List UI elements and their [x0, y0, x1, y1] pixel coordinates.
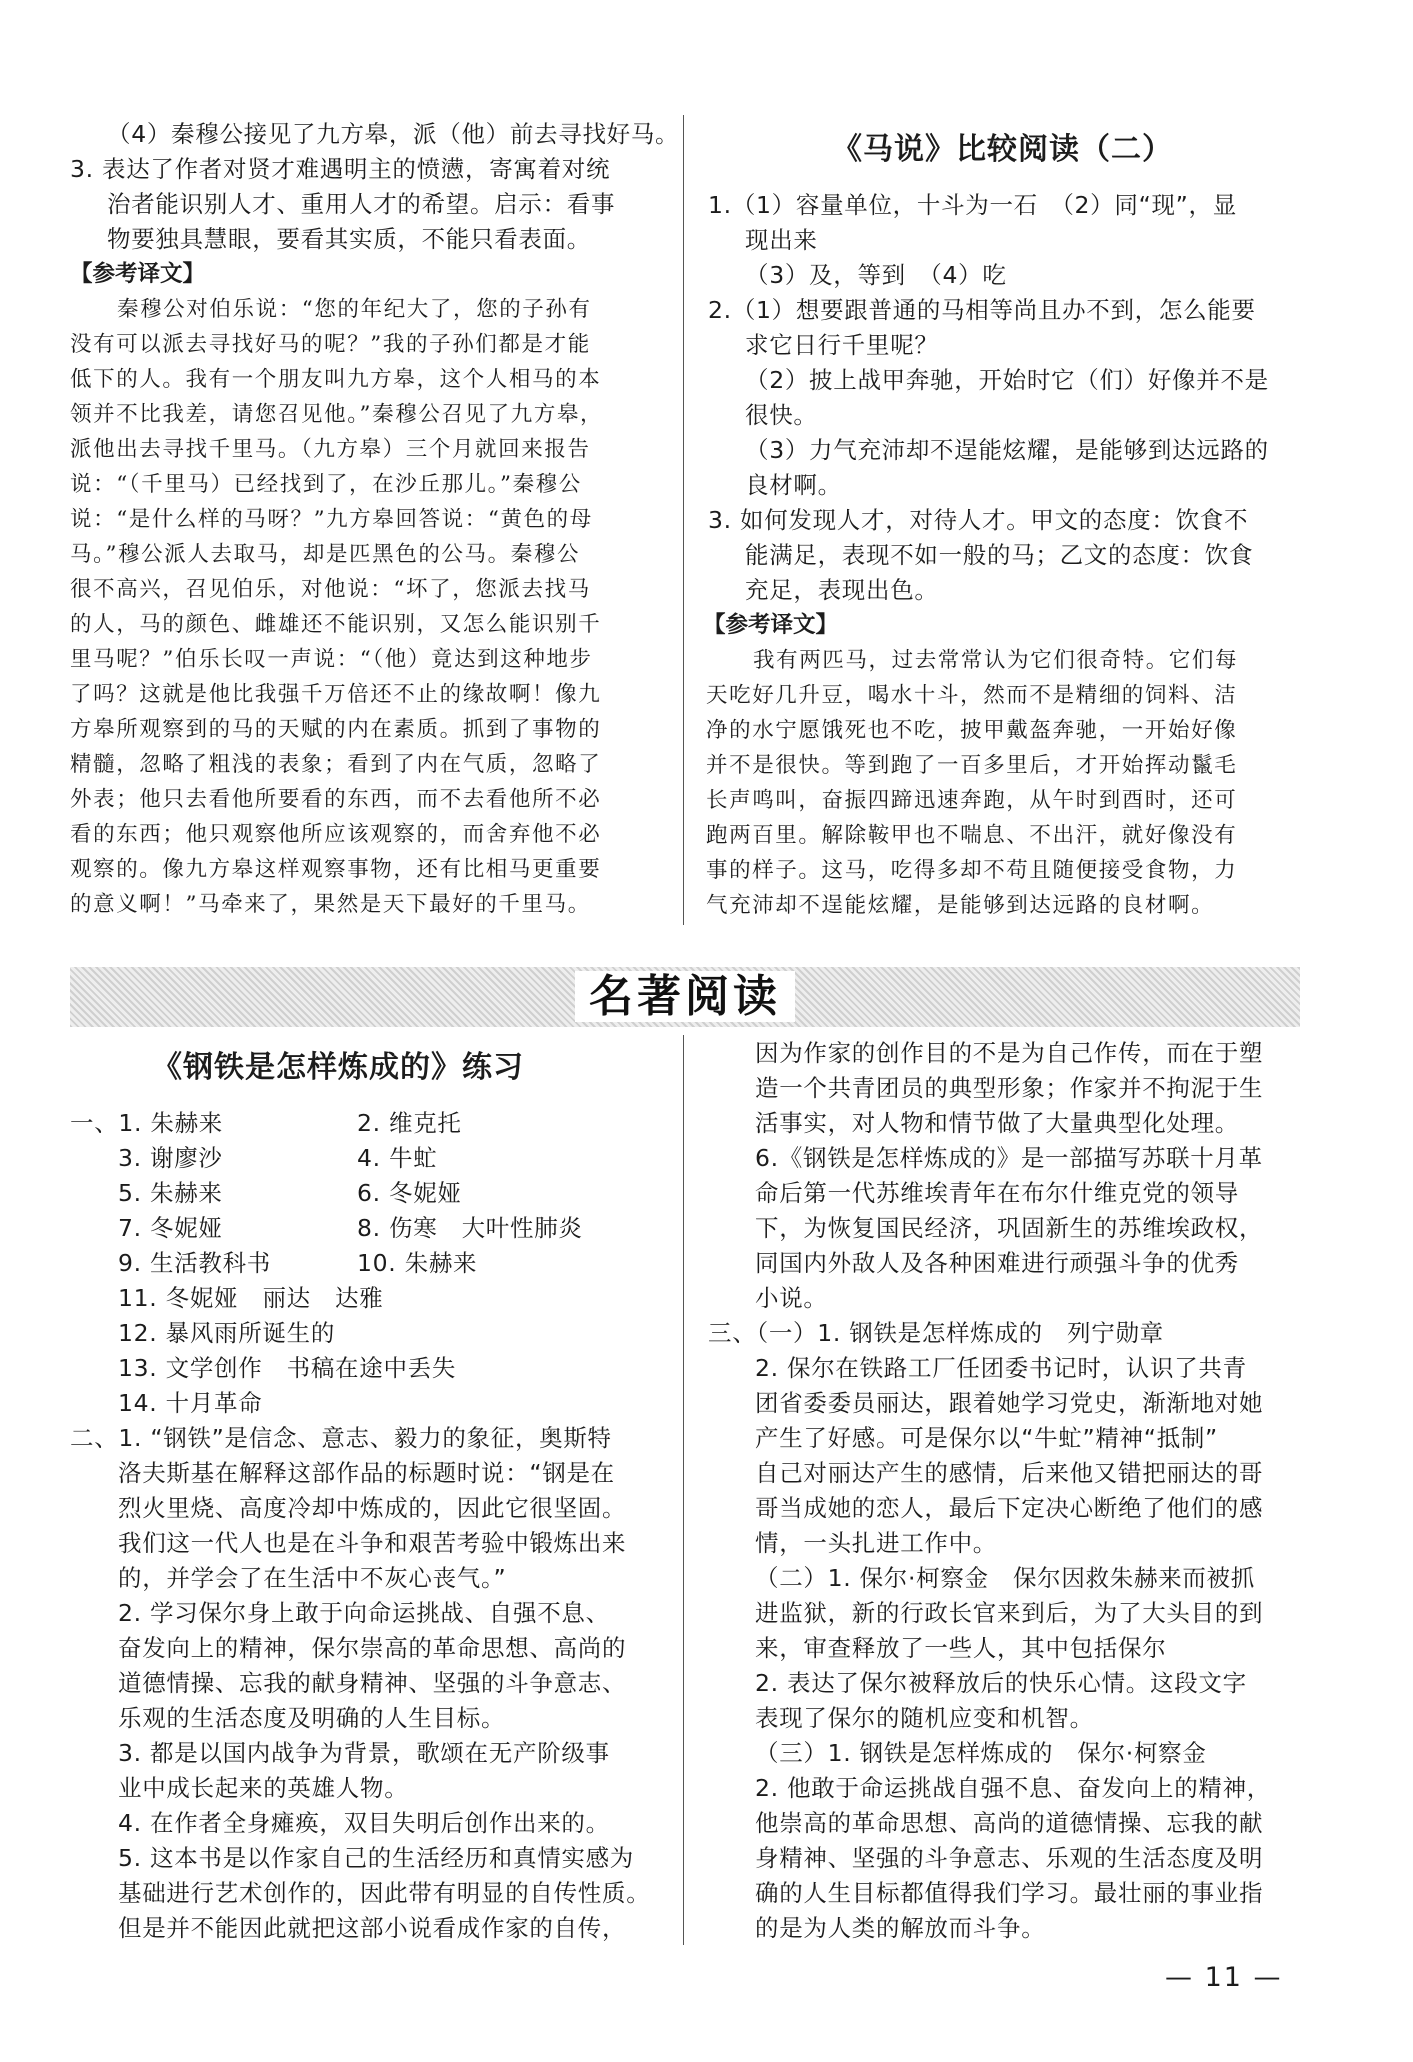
answer-item: 11. 冬妮娅 丽达 达雅	[118, 1284, 384, 1312]
answer-line: （2）披上战甲奔驰，开始时它（们）好像并不是	[745, 366, 1269, 394]
translation-line: 里马呢？”伯乐长叹一声说：“（他）竟达到这种地步	[70, 647, 593, 672]
answer-line: 治者能识别人才、重用人才的希望。启示：看事	[107, 190, 616, 218]
answer-line: （二）1. 保尔·柯察金 保尔因救朱赫来而被抓	[755, 1564, 1255, 1592]
answer-item: 4. 牛虻	[357, 1144, 438, 1172]
answer-line: 4. 在作者全身瘫痪，双目失明后创作出来的。	[118, 1809, 610, 1837]
translation-line: 天吃好几升豆，喝水十斗，然而不是精细的饲料、洁	[706, 683, 1238, 708]
answer-line: 6.《钢铁是怎样炼成的》是一部描写苏联十月革	[755, 1144, 1263, 1172]
answer-item: 一、1. 朱赫来	[70, 1109, 223, 1137]
section-title: 《钢铁是怎样炼成的》练习	[152, 1050, 524, 1085]
translation-line: 我有两匹马，过去常常认为它们很奇特。它们每	[753, 648, 1239, 673]
answer-line: 小说。	[755, 1284, 828, 1312]
banner-title: 名著阅读	[575, 971, 795, 1022]
translation-line: 看的东西；他只观察他所应该观察的，而舍弃他不必	[70, 822, 602, 847]
translation-line: 方皋所观察到的马的天赋的内在素质。抓到了事物的	[70, 717, 602, 742]
answer-line: 产生了好感。可是保尔以“牛虻”精神“抵制”	[755, 1424, 1218, 1452]
answer-item: 12. 暴风雨所诞生的	[118, 1319, 336, 1347]
answer-line: 二、1. “钢铁”是信念、意志、毅力的象征，奥斯特	[70, 1424, 612, 1452]
answer-line: 2. 表达了保尔被释放后的快乐心情。这段文字	[755, 1669, 1247, 1697]
translation-line: 没有可以派去寻找好马的呢？”我的子孙们都是才能	[70, 332, 591, 357]
translation-line: 了吗？这就是他比我强千万倍还不止的缘故啊！像九	[70, 682, 602, 707]
answer-line: 很快。	[745, 401, 818, 429]
answer-line: （三）1. 钢铁是怎样炼成的 保尔·柯察金	[755, 1739, 1207, 1767]
answer-line: 他崇高的革命思想、高尚的道德情操、忘我的献	[755, 1809, 1264, 1837]
answer-line: 团省委委员丽达，跟着她学习党史，渐渐地对她	[755, 1389, 1264, 1417]
answer-line: 3. 表达了作者对贤才难遇明主的愤懑，寄寓着对统	[70, 155, 611, 183]
answer-line: 命后第一代苏维埃青年在布尔什维克党的领导	[755, 1179, 1239, 1207]
answer-line: 烈火里烧、高度冷却中炼成的，因此它很坚固。	[118, 1494, 627, 1522]
answer-line: 活事实，对人物和情节做了大量典型化处理。	[755, 1109, 1239, 1137]
translation-line: 外表；他只去看他所要看的东西，而不去看他所不必	[70, 787, 602, 812]
answer-line: 业中成长起来的英雄人物。	[118, 1774, 409, 1802]
page-number: — 11 —	[1165, 1962, 1283, 1993]
translation-line: 说：“是什么样的马呀？”九方皋回答说：“黄色的母	[70, 507, 593, 532]
answer-line: 5. 这本书是以作家自己的生活经历和真情实感为	[118, 1844, 634, 1872]
translation-line: 精髓，忽略了粗浅的表象；看到了内在气质，忽略了	[70, 752, 602, 777]
answer-line: 现出来	[745, 226, 818, 254]
answer-item: 10. 朱赫来	[357, 1249, 478, 1277]
translation-line: 气充沛却不逞能炫耀，是能够到达远路的良材啊。	[706, 893, 1215, 918]
answer-line: 3. 如何发现人才，对待人才。甲文的态度：饮食不	[708, 506, 1249, 534]
reference-translation-label: 【参考译文】	[703, 612, 839, 638]
answer-line: 的，并学会了在生活中不灰心丧气。”	[118, 1564, 507, 1592]
answer-line: 但是并不能因此就把这部小说看成作家的自传，	[118, 1914, 627, 1942]
answer-line: 求它日行千里呢？	[745, 331, 939, 359]
answer-line: （3）及，等到 （4）吃	[745, 261, 1007, 289]
answer-line: 3. 都是以国内战争为背景，歌颂在无产阶级事	[118, 1739, 610, 1767]
section-title: 《马说》比较阅读（二）	[832, 132, 1173, 167]
translation-line: 马。”穆公派人去取马，却是匹黑色的公马。秦穆公	[70, 542, 581, 567]
answer-line: （3）力气充沛却不逞能炫耀，是能够到达远路的	[745, 436, 1269, 464]
answer-line: 表现了保尔的随机应变和机智。	[755, 1704, 1094, 1732]
translation-line: 净的水宁愿饿死也不吃，披甲戴盔奔驰，一开始好像	[706, 718, 1238, 743]
translation-line: 领并不比我差，请您召见他。”秦穆公召见了九方皋，	[70, 402, 604, 427]
answer-line: 能满足，表现不如一般的马；乙文的态度：饮食	[745, 541, 1254, 569]
translation-line: 并不是很快。等到跑了一百多里后，才开始挥动鬣毛	[706, 753, 1238, 778]
answer-item: 7. 冬妮娅	[118, 1214, 223, 1242]
column-divider	[683, 115, 684, 925]
translation-line: 的人，马的颜色、雌雄还不能识别，又怎么能识别千	[70, 612, 602, 637]
answer-item: 6. 冬妮娅	[357, 1179, 462, 1207]
translation-line: 说：“（千里马）已经找到了，在沙丘那儿。”秦穆公	[70, 472, 582, 497]
answer-item: 13. 文学创作 书稿在途中丢失	[118, 1354, 457, 1382]
translation-line: 秦穆公对伯乐说：“您的年纪大了，您的子孙有	[117, 297, 592, 322]
reference-translation-label: 【参考译文】	[70, 261, 206, 287]
translation-line: 长声鸣叫，奋振四蹄迅速奔跑，从午时到酉时，还可	[706, 788, 1238, 813]
answer-line: 的是为人类的解放而斗争。	[755, 1914, 1046, 1942]
answer-line: 2. 保尔在铁路工厂任团委书记时，认识了共青	[755, 1354, 1247, 1382]
translation-line: 观察的。像九方皋这样观察事物，还有比相马更重要	[70, 857, 602, 882]
translation-line: 很不高兴，召见伯乐，对他说：“坏了，您派去找马	[70, 577, 591, 602]
translation-line: 派他出去寻找千里马。（九方皋）三个月就回来报告	[70, 437, 591, 462]
answer-line: 奋发向上的精神，保尔崇高的革命思想、高尚的	[118, 1634, 627, 1662]
answer-line: 2.（1）想要跟普通的马相等尚且办不到，怎么能要	[708, 296, 1256, 324]
answer-item: 5. 朱赫来	[118, 1179, 223, 1207]
answer-line: 良材啊。	[745, 471, 842, 499]
answer-line: 确的人生目标都值得我们学习。最壮丽的事业指	[755, 1879, 1264, 1907]
answer-line: 基础进行艺术创作的，因此带有明显的自传性质。	[118, 1879, 651, 1907]
section-banner	[70, 967, 1300, 1027]
answer-item: 14. 十月革命	[118, 1389, 263, 1417]
answer-line: 三、（一）1. 钢铁是怎样炼成的 列宁勋章	[708, 1319, 1164, 1347]
answer-line: 1.（1）容量单位，十斗为一石 （2）同“现”，显	[708, 191, 1237, 219]
answer-line: 道德情操、忘我的献身精神、坚强的斗争意志、	[118, 1669, 627, 1697]
answer-line: 洛夫斯基在解释这部作品的标题时说：“钢是在	[118, 1459, 615, 1487]
answer-line: 下，为恢复国民经济，巩固新生的苏维埃政权，	[755, 1214, 1264, 1242]
answer-line: 同国内外敌人及各种困难进行顽强斗争的优秀	[755, 1249, 1239, 1277]
column-divider	[683, 1035, 684, 1945]
answer-line: 因为作家的创作目的不是为自己作传，而在于塑	[755, 1039, 1264, 1067]
answer-line: 哥当成她的恋人，最后下定决心断绝了他们的感	[755, 1494, 1264, 1522]
answer-item: 9. 生活教科书	[118, 1249, 271, 1277]
answer-line: 来，审查释放了一些人，其中包括保尔	[755, 1634, 1167, 1662]
answer-line: （4）秦穆公接见了九方皋，派（他）前去寻找好马。	[107, 120, 680, 148]
answer-line: 身精神、坚强的斗争意志、乐观的生活态度及明	[755, 1844, 1264, 1872]
answer-line: 乐观的生活态度及明确的人生目标。	[118, 1704, 506, 1732]
answer-item: 2. 维克托	[357, 1109, 462, 1137]
answer-line: 自己对丽达产生的感情，后来他又错把丽达的哥	[755, 1459, 1264, 1487]
answer-line: 物要独具慧眼，要看其实质，不能只看表面。	[107, 225, 591, 253]
answer-line: 进监狱，新的行政长官来到后，为了大头目的到	[755, 1599, 1264, 1627]
translation-line: 低下的人。我有一个朋友叫九方皋，这个人相马的本	[70, 367, 602, 392]
answer-line: 造一个共青团员的典型形象；作家并不拘泥于生	[755, 1074, 1264, 1102]
answer-item: 8. 伤寒 大叶性肺炎	[357, 1214, 583, 1242]
answer-line: 充足，表现出色。	[745, 576, 939, 604]
answer-line: 2. 他敢于命运挑战自强不息、奋发向上的精神，	[755, 1774, 1271, 1802]
answer-line: 2. 学习保尔身上敢于向命运挑战、自强不息、	[118, 1599, 610, 1627]
translation-line: 跑两百里。解除鞍甲也不喘息、不出汗，就好像没有	[706, 823, 1238, 848]
translation-line: 的意义啊！”马牵来了，果然是天下最好的千里马。	[70, 892, 591, 917]
answer-line: 我们这一代人也是在斗争和艰苦考验中锻炼出来	[118, 1529, 627, 1557]
answer-item: 3. 谢廖沙	[118, 1144, 223, 1172]
translation-line: 事的样子。这马，吃得多却不苟且随便接受食物，力	[706, 858, 1238, 883]
answer-line: 情，一头扎进工作中。	[755, 1529, 997, 1557]
